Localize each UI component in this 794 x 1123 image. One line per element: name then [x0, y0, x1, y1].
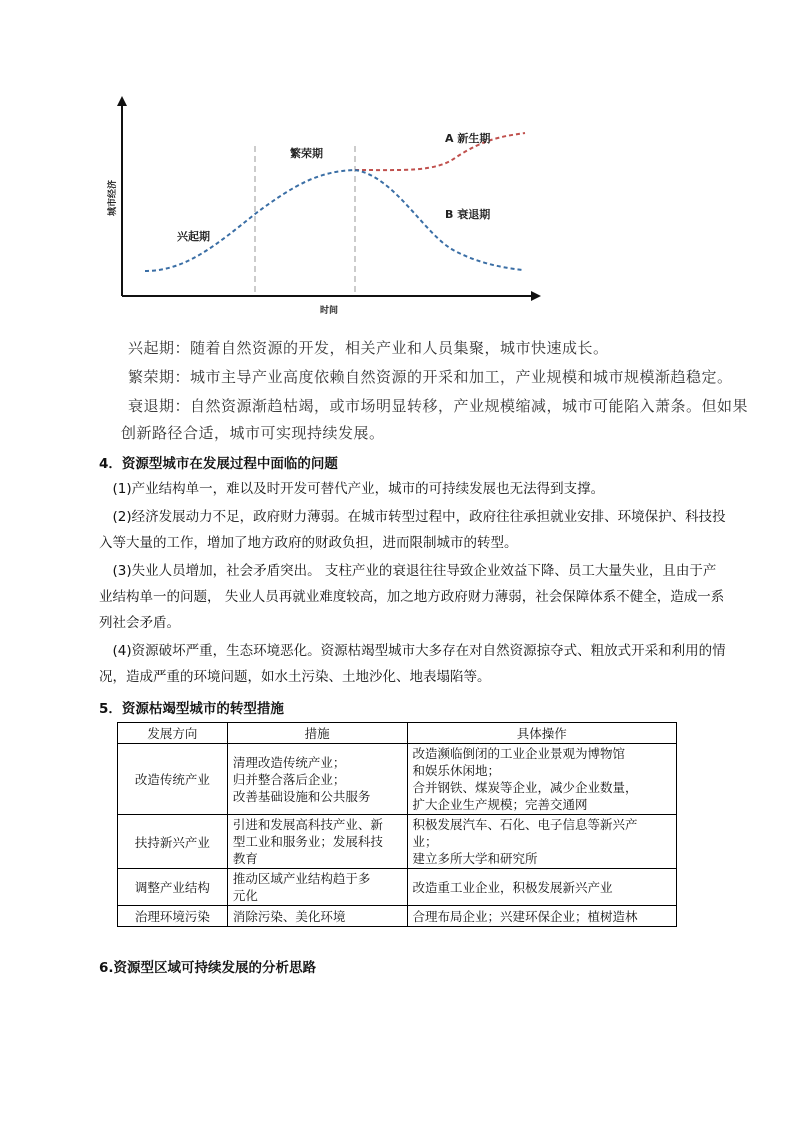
- operation-line: 合理布局企业；兴建环保企业；植树造林: [412, 908, 638, 924]
- row-direction: 治理环境污染: [118, 906, 228, 927]
- definition-rise: 兴起期：随着自然资源的开发，相关产业和人员集聚，城市快速成长。: [128, 339, 609, 357]
- city-economy-chart: [105, 96, 545, 318]
- section5-title: 5．资源枯竭型城市的转型措施: [99, 701, 284, 717]
- header-operations: 具体操作: [407, 723, 677, 744]
- section4-p2: (2)经济发展动力不足，政府财力薄弱。在城市转型过程中，政府往往承担就业安排、环境保护、科技投入等大量的工作，增加了地方政府的财政负担，进而限制城市的转型。: [99, 509, 726, 551]
- branch-a-curve: [355, 133, 525, 170]
- operation-line: 积极发展汽车、石化、电子信息等新兴产: [412, 817, 638, 832]
- operation-line: 建立多所大学和研究所: [412, 851, 538, 866]
- definition-prosper: 繁荣期：城市主导产业高度依赖自然资源的开采和加工，产业规模和城市规模渐趋稳定。: [128, 368, 733, 386]
- row-operations: [407, 815, 677, 869]
- y-axis-label: 城市经济: [108, 179, 118, 216]
- row-measures: [227, 906, 407, 927]
- operation-line: 和娱乐休闲地；: [412, 763, 501, 778]
- x-axis-label: 时间: [320, 306, 339, 316]
- label-rise: 兴起期: [177, 230, 210, 243]
- measure-line: 型工业和服务业；发展科技: [232, 834, 383, 849]
- table-row: [118, 815, 677, 869]
- label-branch-b: B 衰退期: [445, 208, 491, 221]
- operation-line: 扩大企业生产规模；完善交通网: [412, 797, 588, 812]
- header-measures: 措施: [227, 723, 407, 744]
- row-direction: 扶持新兴产业: [118, 815, 228, 869]
- section4-p4: (4)资源破坏严重，生态环境恶化。资源枯竭型城市大多存在对自然资源掠夺式、粗放式开采和利用的情况，造成严重的环境问题，如水土污染、土地沙化、地表塌陷等。: [99, 643, 726, 685]
- definition-decline-line2: 创新路径合适，城市可实现持续发展。: [121, 424, 385, 442]
- section4-p3: (3)失业人员增加，社会矛盾突出。 支柱产业的衰退往往导致企业效益下降、员工大量失业，且由于产业结构单一的问题， 失业人员再就业难度较高，加之地方政府财力薄弱，社会保障体系不健全，造成一系列社会矛盾。: [99, 563, 725, 631]
- row-operations: [407, 744, 677, 815]
- operation-line: 业；: [412, 834, 438, 849]
- measure-line: 改善基础设施和公共服务: [232, 788, 371, 804]
- label-branch-a: A 新生期: [445, 132, 491, 145]
- row-measures: [227, 869, 407, 906]
- measure-line: 推动区域产业结构趋于多: [232, 871, 371, 886]
- branch-b-curve: [355, 170, 523, 270]
- measure-line: 教育: [232, 851, 258, 866]
- operation-line: 改造濒临倒闭的工业企业景观为博物馆: [412, 746, 626, 761]
- measure-line: 引进和发展高科技产业、新: [232, 817, 383, 832]
- chart-svg: [105, 96, 545, 318]
- row-measures: [227, 744, 407, 815]
- row-measures: [227, 815, 407, 869]
- measure-line: 清理改造传统产业；: [232, 754, 346, 770]
- section4-p1-text: (1)产业结构单一，难以及时开发可替代产业，城市的可持续发展也无法得到支撑。: [112, 481, 605, 497]
- operation-line: 合并钢铁、煤炭等企业，减少企业数量，: [412, 780, 638, 795]
- table-header-row: [118, 723, 677, 744]
- measure-line: 归并整合落后企业；: [232, 771, 346, 787]
- row-operations: [407, 869, 677, 906]
- measure-line: 消除污染、美化环境: [232, 908, 346, 924]
- main-curve: [145, 170, 355, 271]
- y-axis-arrow: [117, 96, 127, 106]
- table-row: [118, 744, 677, 815]
- section6-title: 6.资源型区域可持续发展的分析思路: [99, 960, 317, 976]
- row-direction: 改造传统产业: [118, 744, 228, 815]
- header-direction: 发展方向: [118, 723, 228, 744]
- section4-p1: [99, 476, 727, 502]
- section4-title: 4．资源型城市在发展过程中面临的问题: [99, 456, 338, 472]
- measure-line: 元化: [232, 888, 258, 903]
- table-row: [118, 869, 677, 906]
- transformation-table: [117, 722, 677, 927]
- x-axis-arrow: [531, 291, 541, 301]
- row-direction: 调整产业结构: [118, 869, 228, 906]
- definition-decline-line1: 衰退期：自然资源渐趋枯竭，或市场明显转移，产业规模缩减，城市可能陷入萧条。但如果: [128, 397, 749, 415]
- operation-line: 改造重工业企业，积极发展新兴产业: [412, 879, 613, 895]
- table-row: [118, 906, 677, 927]
- row-operations: [407, 906, 677, 927]
- label-prosper: 繁荣期: [290, 147, 323, 160]
